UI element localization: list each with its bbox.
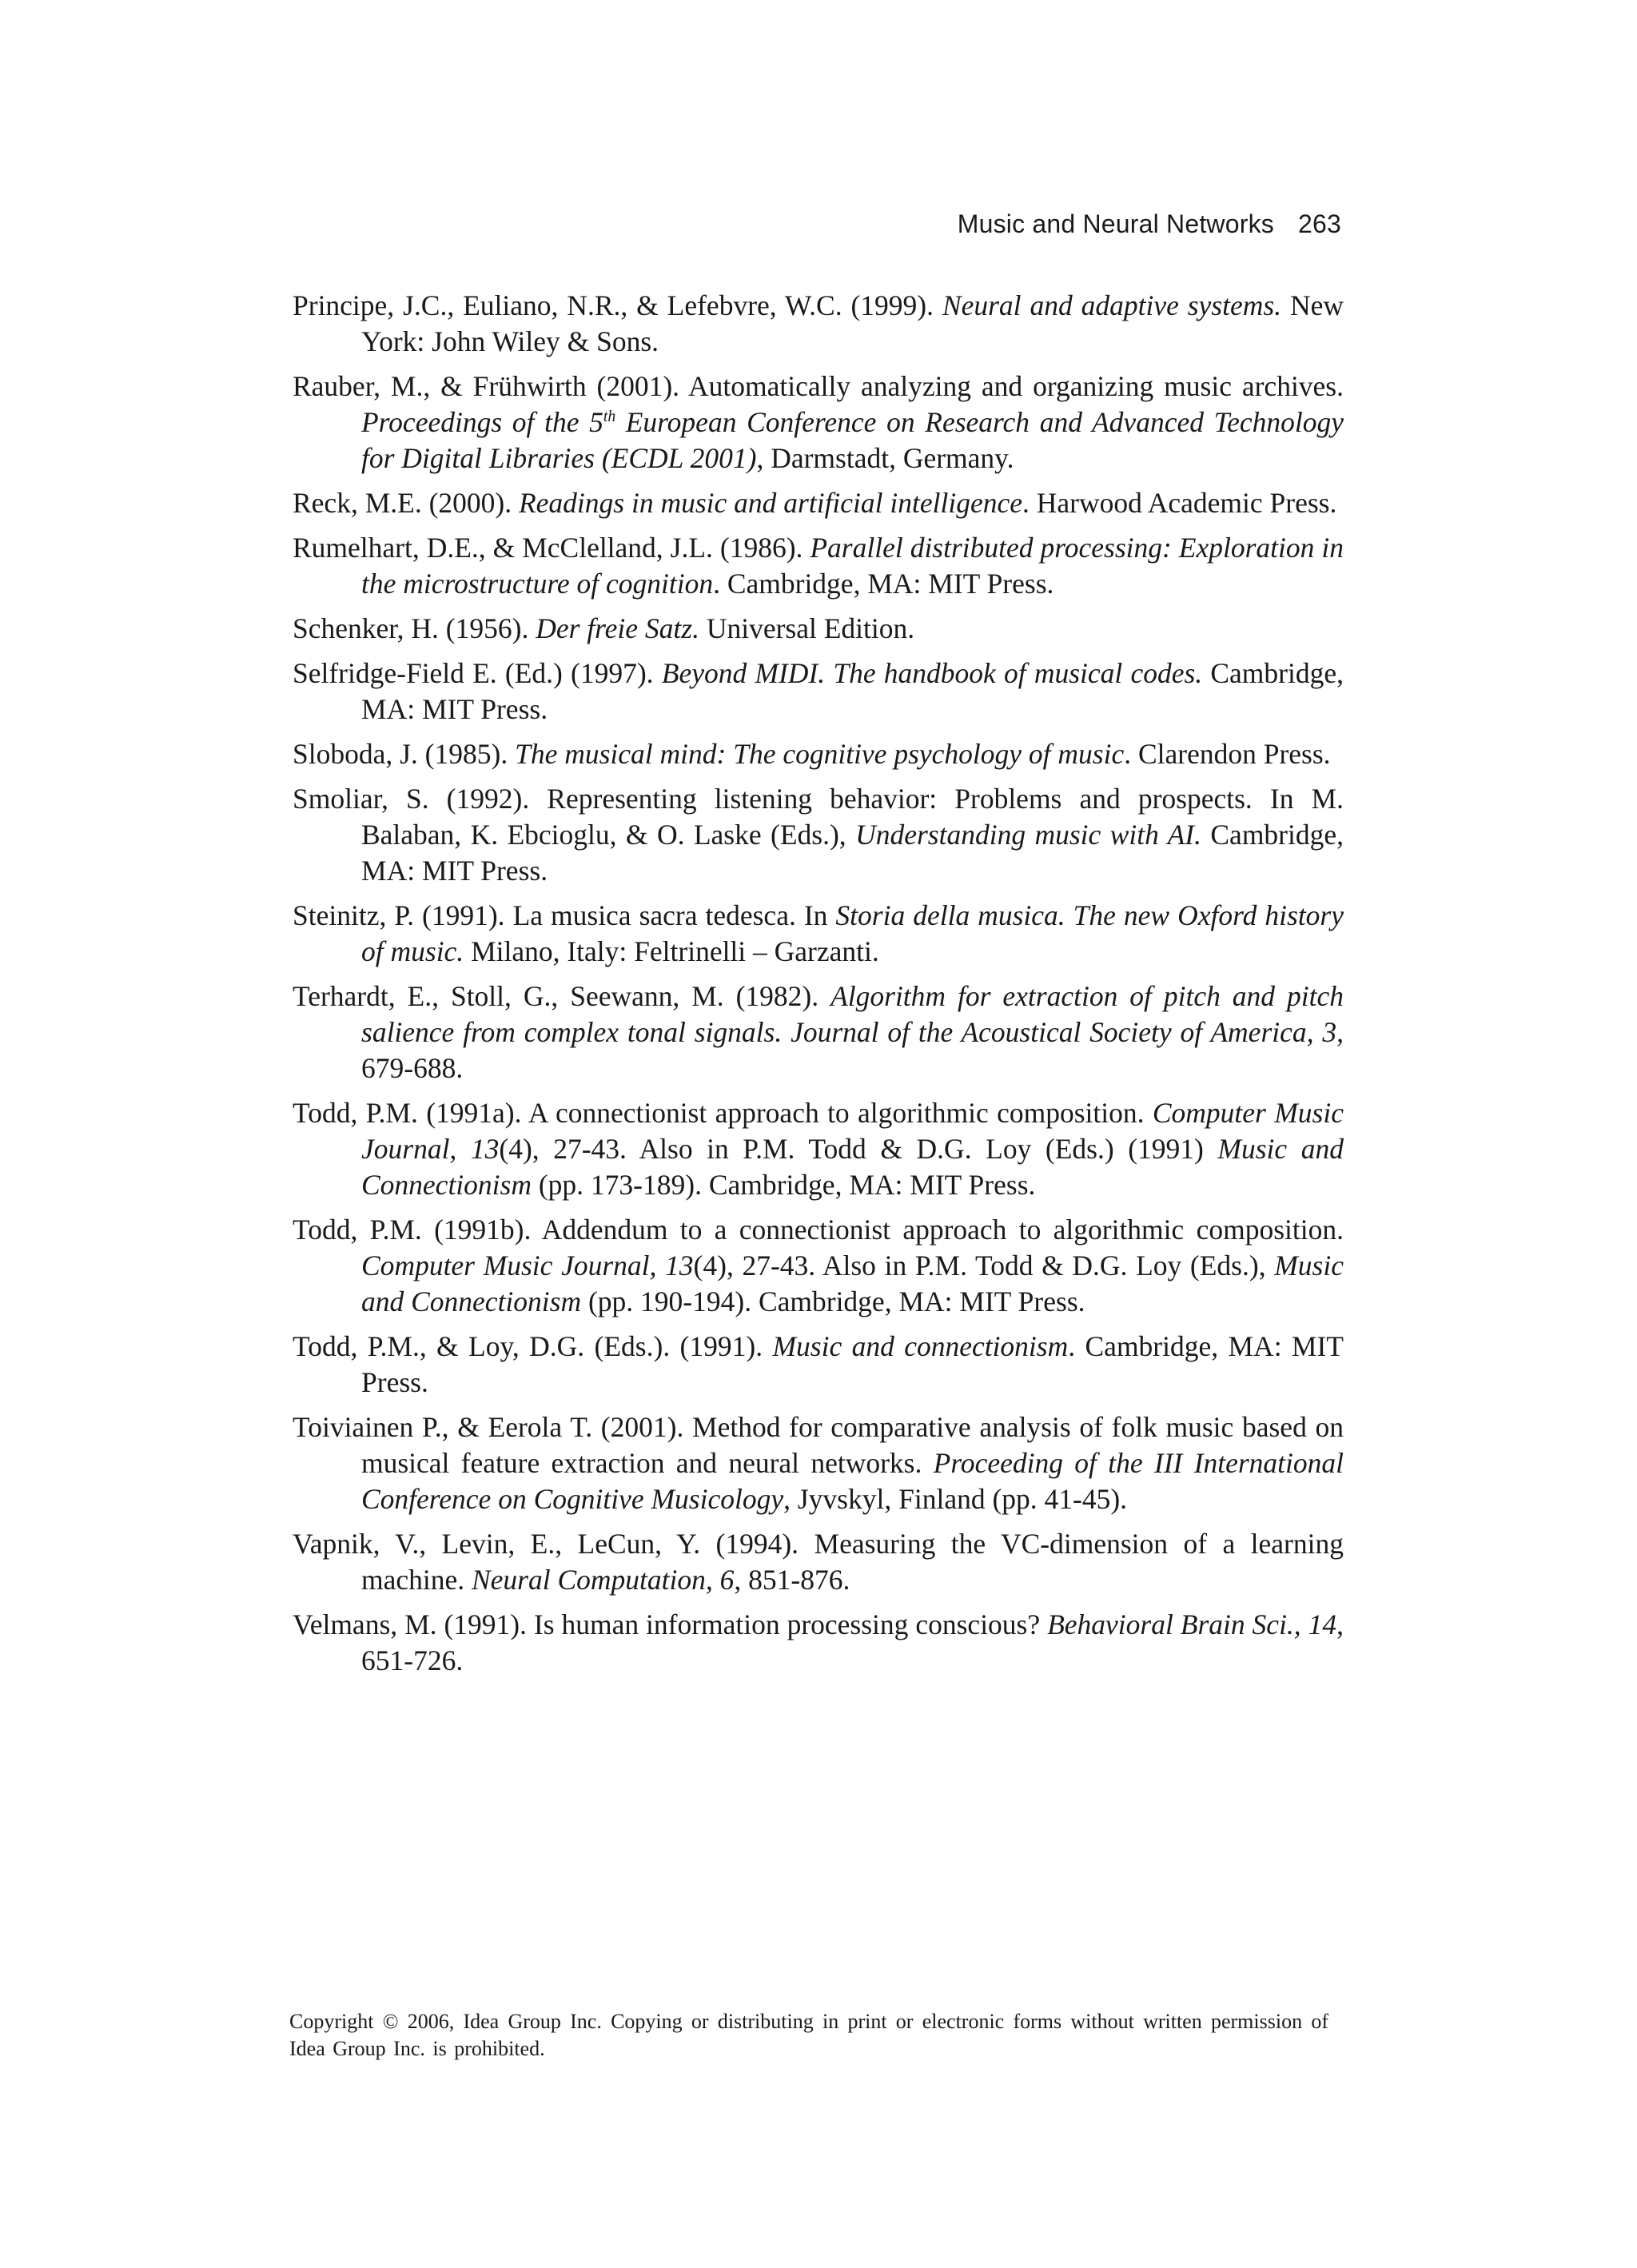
reference-entry: Selfridge-Field E. (Ed.) (1997). Beyond MIDI. The handbook of musical codes. Cambridge, MA: MIT Press. <box>293 657 1344 725</box>
copyright-notice: Copyright © 2006, Idea Group Inc. Copying or distributing in print or electronic forms without written permission of Idea Group Inc. is prohibited. <box>289 2010 1328 2060</box>
reference-entry: Velmans, M. (1991). Is human information processing conscious? Behavioral Brain Sci., 14, 651-726. <box>293 1608 1344 1676</box>
reference-list <box>293 288 1344 1688</box>
reference-entry: Rumelhart, D.E., & McClelland, J.L. (1986). Parallel distributed processing: Exploration in the microstructure of cognition. Cambridge, MA: MIT Press. <box>293 532 1344 600</box>
running-head <box>958 209 1341 239</box>
reference-entry: Vapnik, V., Levin, E., LeCun, Y. (1994). Measuring the VC-dimension of a learning machine. Neural Computation, 6, 851-876. <box>293 1528 1344 1596</box>
running-title: Music and Neural Networks <box>957 209 1274 238</box>
reference-entry: Principe, J.C., Euliano, N.R., & Lefebvre, W.C. (1999). Neural and adaptive systems. New York: John Wiley & Sons. <box>293 289 1344 357</box>
reference-entry: Todd, P.M. (1991a). A connectionist approach to algorithmic composition. Computer Music Journal, 13(4), 27-43. Also in P.M. Todd & D.G. Loy (Eds.) (1991) Music and Connectionism (pp. 173-189). Cambridge, MA: MIT Press. <box>293 1097 1344 1201</box>
reference-entry: Steinitz, P. (1991). La musica sacra tedesca. In Storia della musica. The new Oxford history of music. Milano, Italy: Feltrinelli – Garzanti. <box>293 899 1344 967</box>
reference-entry: Smoliar, S. (1992). Representing listening behavior: Problems and prospects. In M. Balaban, K. Ebcioglu, & O. Laske (Eds.), Understanding music with AI. Cambridge, MA: MIT Press. <box>293 783 1344 887</box>
reference-entry: Reck, M.E. (2000). Readings in music and artificial intelligence. Harwood Academic Press. <box>293 487 1337 519</box>
page-number: 263 <box>1298 209 1341 238</box>
reference-entry: Todd, P.M., & Loy, D.G. (Eds.). (1991). Music and connectionism. Cambridge, MA: MIT Press. <box>293 1330 1344 1398</box>
reference-entry: Rauber, M., & Frühwirth (2001). Automatically analyzing and organizing music archives. Proceedings of the 5th European Conference on Research and Advanced Technology for Digital Libraries (ECDL 2001), Darmstadt, Germany. <box>293 370 1344 474</box>
reference-entry: Terhardt, E., Stoll, G., Seewann, M. (1982). Algorithm for extraction of pitch and pitch salience from complex tonal signals. Journal of the Acoustical Society of America, 3, 679-688. <box>293 980 1344 1084</box>
reference-entry: Todd, P.M. (1991b). Addendum to a connectionist approach to algorithmic composition. Computer Music Journal, 13(4), 27-43. Also in P.M. Todd & D.G. Loy (Eds.), Music and Connectionism (pp. 190-194). Cambridge, MA: MIT Press. <box>293 1214 1344 1317</box>
reference-entry: Sloboda, J. (1985). The musical mind: The cognitive psychology of music. Clarendon Press. <box>293 738 1331 770</box>
reference-entry: Schenker, H. (1956). Der freie Satz. Universal Edition. <box>293 612 915 644</box>
reference-entry: Toiviainen P., & Eerola T. (2001). Method for comparative analysis of folk music based on musical feature extraction and neural networks. Proceeding of the III International Conference on Cognitive Musicology, Jyvskyl, Finland (pp. 41-45). <box>293 1411 1344 1515</box>
